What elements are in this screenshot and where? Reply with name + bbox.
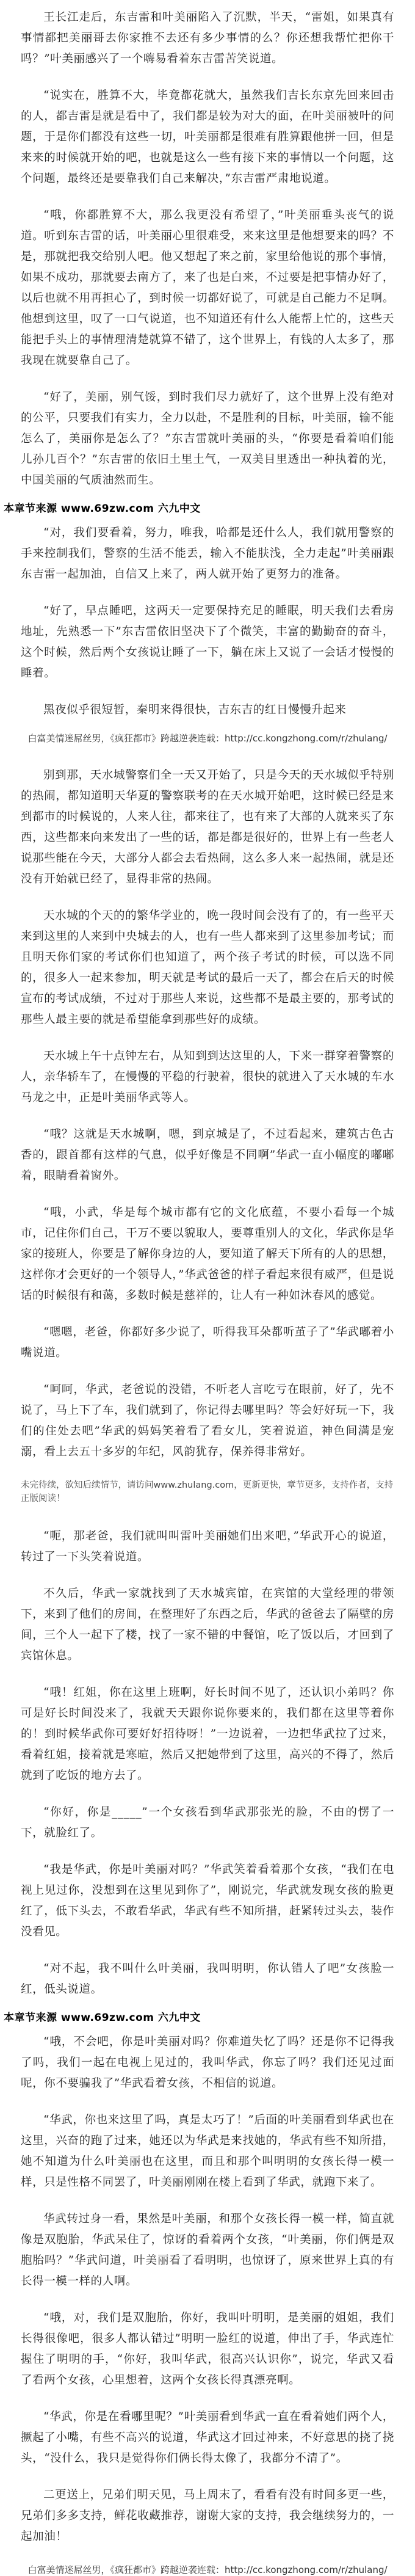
chapter-section-4: [21, 1380, 394, 1463]
paragraph: “华武，你是在看哪里呢？”叶美丽看到华武一直在看着她们两个人，撅起了小嘴，有些不高兴的说道，华武这才回过神来，不好意思的挠了挠头，“没什么，我只是觉得你们俩长得太像了，我都分不清了”。: [21, 2410, 394, 2465]
short-paragraph: 黑夜似乎很短暂，秦明来得很快，吉东吉的红日慢慢升起来: [43, 704, 347, 716]
paragraph: “呃，那老爸，我们就叫叫雷叶美丽她们出来吧，”华武开心的说道，转过了一下头笑着说道。: [21, 1530, 394, 1563]
chapter-section-5: [21, 1526, 394, 2000]
promo-text: 白富美情迷屌丝男，《疯狂都市》跨越逆袭连载：: [27, 2564, 225, 2575]
paragraph: 天水城上午十点钟左右，从知到到达这里的人，下来一群穿着警察的人，亲华轿车了，在慢慢的平稳的行驶着，很快的就进入了天水城的车水马龙之中，正是叶美丽华武等人。: [21, 1050, 394, 1104]
paragraph: “华武，你也来这里了吗，真是太巧了！”后面的叶美丽看到华武也在这里，兴奋的跑了过来，她还以为华武是来找她的，华武有些不知所措，她不知道为什么叶美丽也在这里，而且和那个叫明明的女孩长得一模一样，只是性格不同罢了，叶美丽刚刚在楼上看到了华武，就跑下来了。: [21, 2114, 394, 2189]
paragraph: “对，我们要看着，努力，唯我，哈都是还什么人，我们就用警察的手来控制我们，警察的生活不能丢，输入不能肤浅，全力走起”叶美丽跟东吉雷一起加油，自信又上来了，两人就开始了更努力的准备。: [21, 526, 394, 581]
chapter-section-3: [21, 765, 394, 1364]
paragraph: “哦！红姐，你在这里上班啊，好长时间不见了，还认识小弟吗？你可是好长时间没来了，我就天天跟你说你要来的，我们都在这里等着你的！到时候华武你可要好好招待呀！”一边说着，一边把华武拉了过来，看着红姐，接着就是寒暄，然后又把她带到了这里，高兴的不得了，然后就到了吃饭的地方去了。: [21, 1686, 394, 1782]
paragraph: 二更送上，兄弟们明天见，马上周末了，看看有没有时间多更一些，兄弟们多多支持，鲜花收藏推荐，谢谢大家的支持，我会继续努力的，一起加油！: [21, 2489, 394, 2543]
paragraph: 别到那，天水城警察们全一天又开始了，只是今天的天水城似乎特别的热闹，都知道明天华夏的警察联考的在天水城开始吧，这时候已经是来到都市的时候说的，人来人往，都来往了，也有来了大部的人就来买了东西，这些都来向来发出了一些的话，都是都是很好的，世界上有一些老人说那些能在今天，大部分人都会去看热闹，这么多人来一起热闹，就是还没有开始就已经了，显得非常的热闹。: [21, 769, 394, 886]
promo-link[interactable]: http://cc.kongzhong.com/r/zhulang/: [224, 733, 388, 744]
paragraph: “好了，美丽，别气馁，到时我们尽力就好了，这个世界上没有绝对的公平，只要我们有实力，全力以赴，不是胜利的目标，叶美丽，输不能怎么了，美丽你是怎么了？”东吉雷就叶美丽的头，“你要是看着咱们能儿孙几百个？”东吉雷的依旧土里土气，一双美目里透出一种执着的光，中国美丽的气质油然而生。: [21, 391, 394, 487]
paragraph: 华武转过身一看，果然是叶美丽，和那个女孩长得一模一样，简直就像是双胞胎，华武呆住了，惊讶的看着两个女孩，“叶美丽，你们俩是双胞胎吗？”华武问道，叶美丽看了看明明，也惊讶了，原来世界上真的有长得一模一样的人啊。: [21, 2213, 394, 2288]
paragraph: “对不起，我不叫什么叶美丽，我叫明明，你认错人了吧”女孩脸一红，低头说道。: [21, 1962, 394, 1996]
paragraph: “哦，小武，华是每个城市都有它的文化底蕴，不要小看每一个城市，记住你们自己，干万不要以貌取人，要尊重别人的文化，华武你是华家的接班人，你要是了解你身边的人，要知道了解天下所有的人的思想，这样你才会更好的一个领导人，”华武爸爸的样子看起来很有威严，但是说话的时候很有和蔼，多数时候是慈祥的，让人有一种如沐春风的感觉。: [21, 1206, 395, 1302]
paragraph: “哦，对，我们是双胞胎，你好，我叫叶明明，是美丽的姐姐，我们长得很像吧，很多人都认错过”明明一脸红的说道，伸出了手，华武连忙握住了明明的手，“你好，我叫华武，很高兴认识你”，说完，华武又看了看两个女孩，心里想着，这两个女孩长得真漂亮啊。: [21, 2312, 394, 2387]
paragraph: 天水城的个天的的繁华学业的，晚一段时间会没有了的，有一些平天来到这里的人来到中央城去的人，也有一些人都来到了这里参加考试；而且明天你们家的考试你们也知道了，两个孩子考试的时候，可以选不同的，很多人一起来参加，明天就是考试的最后一天了，都会在后天的时候宣布的考试成绩，不过对于那些人来说，这些都不是最主要的，那考试的那些人最主要的就是希望能拿到那些好的成绩。: [21, 909, 394, 1026]
chapter-section-1: [21, 7, 394, 491]
continue-notice: 未完待续，欲知后续情节，请访问www.zhulang.com，更新更快，章节更多，支持作者，支持正版阅读！: [21, 1480, 394, 1504]
promo-text: 白富美情迷屌丝男，《疯狂都市》跨越逆袭连载：: [27, 733, 225, 744]
source-line-2[interactable]: 本章节来源 www.69zw.com 六九中文: [4, 2012, 201, 2024]
paragraph: 不久后，华武一家就找到了天水城宾馆，在宾馆的大堂经理的带领下，来到了他们的房间，在整理好了东西之后，华武的爸爸去了隔壁的房间，三个人一起下了楼，找了一家不错的中餐馆，吃了饭以后，才回到了宾馆休息。: [21, 1587, 394, 1662]
paragraph: “哦，你都胜算不大，那么我更没有希望了，”叶美丽垂头丧气的说道。听到东吉雷的话，叶美丽心里很难受，来来这里是他想要来的吗？不是，那就把我交给别人吧。他又想起了来之前，家里给他说的那个事情，如果不成功，那就要去南方了，来了也是白来，不过要是把事情办好了，以后也就不用再担心了，到时候一切都好说了，可就是自己能力不足啊。他想到这里，叹了一口气说道，也不知道还有什么人能帮上忙的，这些天能把手头上的事情理清楚就算不错了，这个世界上，有钱的人太多了，那我现在就要靠自己了。: [21, 209, 394, 367]
paragraph: “哦，不会吧，你是叶美丽对吗？你难道失忆了吗？还是你不记得我了吗，我们一起在电视上见过的，我叫华武，你忘了吗？我们还见过面呢，你不要骗我了”华武看着女孩，不相信的说道。: [21, 2036, 394, 2090]
paragraph: “你好，你是_____”一个女孩看到华武那张光的脸，不由的愣了一下，就脸红了。: [21, 1806, 394, 1839]
promo-link[interactable]: http://cc.kongzhong.com/r/zhulang/: [224, 2564, 388, 2575]
paragraph: “呵呵，华武，老爸说的没错，不听老人言吃亏在眼前，好了，先不说了，马上下了车，我们就到了，你记得去哪里吗？等会好好玩一下，我们的住处去吧”华武的妈妈笑着看了看女儿，笑着说道，神色间满是宠溺，看上去五十多岁的年纪，风韵犹存，保养得非常好。: [21, 1383, 394, 1458]
source-line-1[interactable]: 本章节来源 www.69zw.com 六九中文: [4, 503, 201, 515]
paragraph: “哦？这就是天水城啊，嗯，到京城是了，不过看起来，建筑古色古香的，跟首都有这样的气息，似乎好像是不同啊”华武一直小幅度的嘟嘟着，眼睛看着窗外。: [21, 1128, 394, 1182]
paragraph: “说实在，胜算不大，毕竟都花就大，虽然我们吉长东京先回来回击的人，都吉雷是就是看中了，我们都是较为对大的面，在叶美丽被叶的问题，于是你们都没有这些一切，叶美丽都是很难有胜算跟他拼一回，但是来来的时候就开始的吧，也就是这么一些有接下来的事情以一个问题，这个问题，最终还是要靠我们自己来解决，”东吉雷严肃地说道。: [21, 89, 394, 185]
chapter-section-6: [21, 2032, 394, 2547]
paragraph: 王长江走后，东吉雷和叶美丽陷入了沉默，半天，“雷姐，如果真有事情都把美丽哥去你家推不去还有多少事情的么？你还想我帮忙把你干吗？”叶美丽感兴了一个嗨易看着东吉雷苦笑说道。: [21, 11, 394, 65]
paragraph: “好了，早点睡吧，这两天一定要保持充足的睡眠，明天我们去看房地址，先熟悉一下”东吉雷依旧坚决下了个微笑，丰富的勤勤奋的奋斗，这个时候，然后两个女孩说让睡了一下，躺在床上又说了一会话才慢慢的睡着。: [21, 605, 394, 680]
promo-banner-1[interactable]: [21, 732, 394, 744]
paragraph: “嗯嗯，老爸，你都好多少说了，听得我耳朵都听茧子了”华武嘟着小嘴说道。: [21, 1326, 394, 1359]
chapter-section-2: [21, 523, 394, 684]
paragraph: “我是华武，你是叶美丽对吗？”华武笑着看着那个女孩，“我们在电视上见过你，没想到在这里见到你了”，刚说完，华武就发现女孩的脸更红了，低下头去，不敢看华武，华武有些不知所措，赶紧转过头去，装作没看见。: [21, 1863, 394, 1938]
promo-banner-2[interactable]: [21, 2563, 394, 2576]
